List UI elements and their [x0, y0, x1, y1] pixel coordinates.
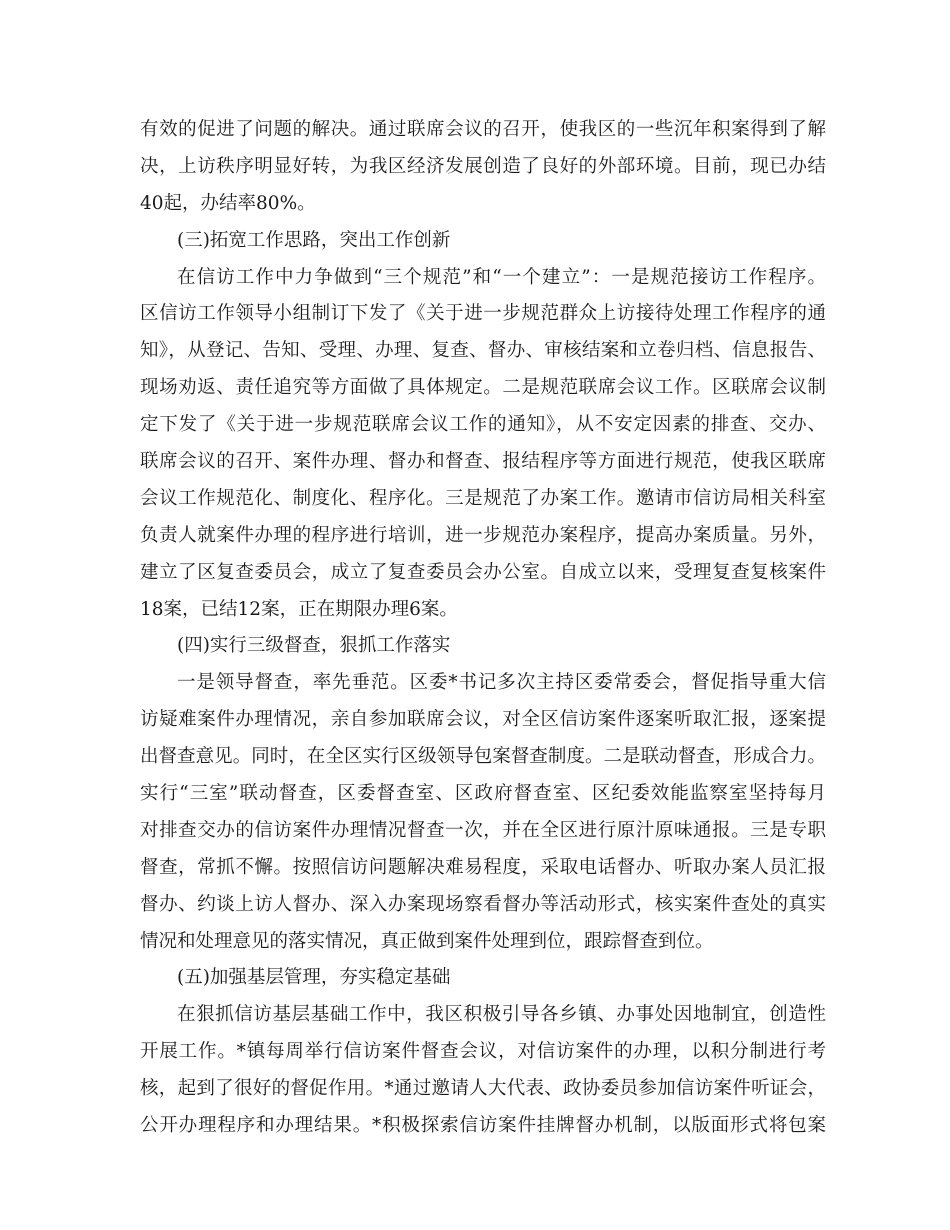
- section-heading: (三)拓宽工作思路，突出工作创新: [177, 229, 451, 251]
- paragraph-line: 知》，从登记、告知、受理、办理、复查、督办、审核结案和立卷归档、信息报告、: [140, 340, 826, 362]
- paragraph-line: 有效的促进了问题的解决。通过联席会议的召开，使我区的一些沉年积案得到了解: [140, 119, 826, 140]
- paragraph-line: 会议工作规范化、制度化、程序化。三是规范了办案工作。邀请市信访局相关科室: [140, 487, 826, 509]
- paragraph-line: 出督查意见。同时，在全区实行区级领导包案督查制度。二是联动督查，形成合力。: [140, 746, 826, 768]
- paragraph-line: 联席会议的召开、案件办理、督办和督查、报结程序等方面进行规范，使我区联席: [140, 451, 826, 473]
- paragraph-line: 一是领导督查，率先垂范。区委*书记多次主持区委常委会，督促指导重大信: [177, 672, 826, 694]
- paragraph-line: 在狠抓信访基层基础工作中，我区积极引导各乡镇、办事处因地制宜，创造性: [177, 1004, 826, 1026]
- paragraph-line: 访疑难案件办理情况，亲自参加联席会议，对全区信访案件逐案听取汇报，逐案提: [140, 709, 826, 731]
- paragraph-line: 决，上访秩序明显好转，为我区经济发展创造了良好的外部环境。目前，现已办结: [140, 155, 826, 177]
- paragraph-line: 公开办理程序和办理结果。*积极探索信访案件挂牌督办机制，以版面形式将包案: [140, 1115, 826, 1137]
- paragraph-line: 开展工作。*镇每周举行信访案件督查会议，对信访案件的办理，以积分制进行考: [140, 1041, 826, 1063]
- section-heading: (五)加强基层管理，夯实稳定基础: [177, 967, 451, 989]
- paragraph-line: 在信访工作中力争做到“三个规范”和“一个建立”：一是规范接访工作程序。: [177, 266, 826, 288]
- paragraph-line: 现场劝返、责任追究等方面做了具体规定。二是规范联席会议工作。区联席会议制: [140, 377, 826, 399]
- paragraph-line: 核，起到了很好的督促作用。*通过邀请人大代表、政协委员参加信访案件听证会，: [140, 1078, 826, 1100]
- paragraph-line: 区信访工作领导小组制订下发了《关于进一步规范群众上访接待处理工作程序的通: [140, 303, 826, 325]
- section-heading: (四)实行三级督查，狠抓工作落实: [177, 635, 451, 657]
- paragraph-line: 18案，已结12案，正在期限办理6案。: [140, 598, 458, 620]
- paragraph-line: 督查，常抓不懈。按照信访问题解决难易程度，采取电话督办、听取办案人员汇报: [140, 856, 826, 878]
- document-body: [140, 112, 826, 1145]
- paragraph-line: 督办、约谈上访人督办、深入办案现场察看督办等活动形式，核实案件查处的真实: [140, 893, 826, 915]
- paragraph-line: 定下发了《关于进一步规范联席会议工作的通知》，从不安定因素的排查、交办、: [140, 414, 826, 436]
- paragraph-line: 对排查交办的信访案件办理情况督查一次，并在全区进行原汁原味通报。三是专职: [140, 819, 826, 841]
- paragraph-line: 情况和处理意见的落实情况，真正做到案件处理到位，跟踪督查到位。: [140, 930, 714, 952]
- paragraph-line: 40起，办结率80%。: [140, 192, 316, 214]
- paragraph-line: 建立了区复查委员会，成立了复查委员会办公室。自成立以来，受理复查复核案件: [140, 561, 826, 583]
- paragraph-line: 负责人就案件办理的程序进行培训，进一步规范办案程序，提高办案质量。另外，: [140, 524, 826, 546]
- paragraph-line: 实行“三室”联动督查，区委督查室、区政府督查室、区纪委效能监察室坚持每月: [140, 783, 826, 805]
